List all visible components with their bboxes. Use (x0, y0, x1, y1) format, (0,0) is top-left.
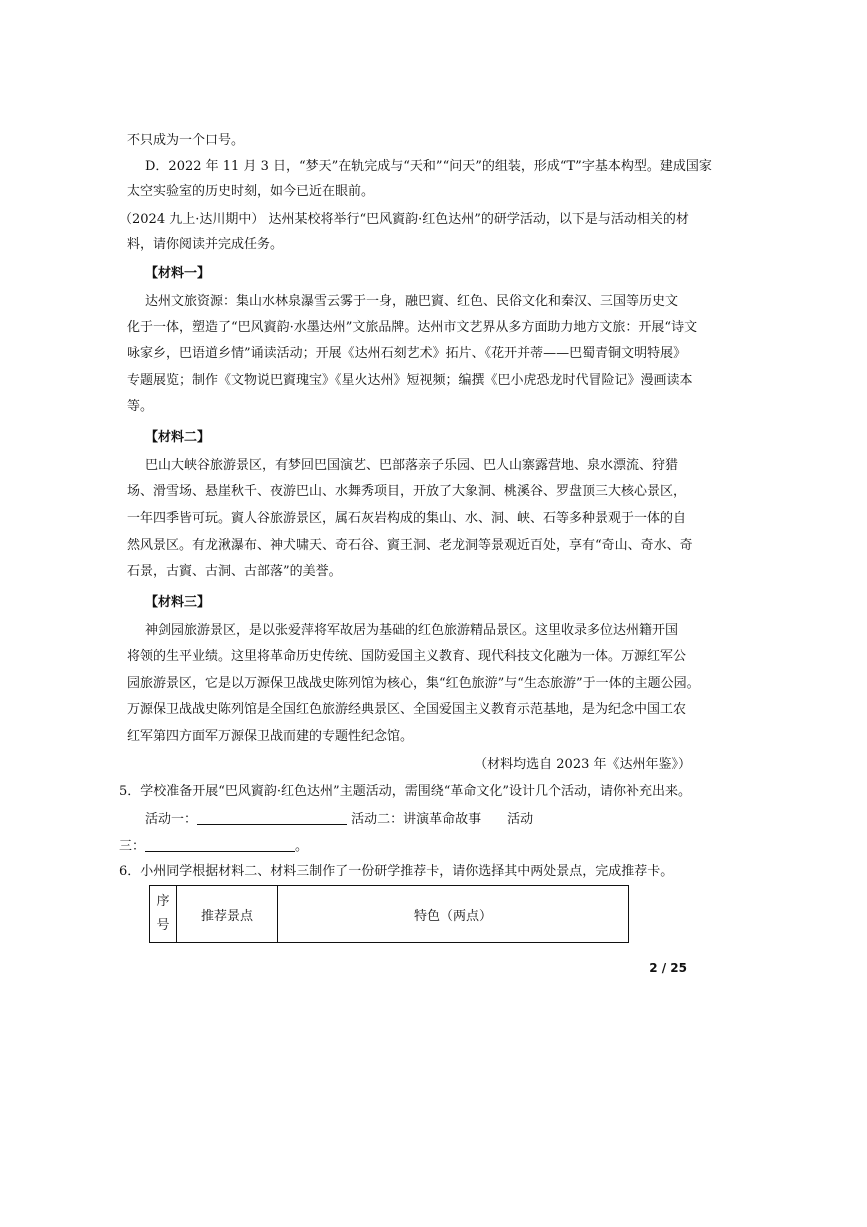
table-header-index: 序 号 (150, 886, 177, 943)
question-intro: （2024 九上·达川期中） 达州某校将举行“巴风賨韵·红色达州”的研学活动，以下是与活动相关的材 (119, 212, 689, 227)
material-1-text: 专题展览；制作《文物说巴賨瑰宝》《星火达州》短视频；编撰《巴小虎恐龙时代冒险记》漫画读本 (127, 373, 693, 388)
material-2-heading: 【材料二】 (145, 430, 211, 445)
question-5-activity-3 (119, 838, 679, 856)
material-1-text: 达州文旅资源：集山水林泉瀑雪云雾于一身，融巴賨、红色、民俗文化和秦汉、三国等历史文 (145, 294, 679, 309)
material-2-text: 一年四季皆可玩。賨人谷旅游景区，属石灰岩构成的集山、水、洞、峡、石等多种景观于一体的自 (127, 511, 687, 526)
activity-3-blank[interactable] (145, 838, 295, 852)
material-3-text: 将领的生平业绩。这里将革命历史传统、国防爱国主义教育、现代科技文化融为一体。万源红军公 (127, 649, 687, 664)
table-header-spot: 推荐景点 (177, 886, 278, 943)
page-number: 2 / 25 (649, 961, 687, 975)
recommendation-card-table (149, 885, 629, 943)
question-5: 5．学校准备开展“巴风賨韵·红色达州”主题活动，需围绕“革命文化”设计几个活动，请你补充出来。 (119, 784, 691, 799)
material-2-text: 场、滑雪场、悬崖秋千、夜游巴山、水舞秀项目，开放了大象洞、桃溪谷、罗盘顶三大核心景区， (127, 484, 687, 499)
material-2-text: 石景，古賨、古洞、古部落”的美誉。 (127, 564, 342, 579)
table-header-features: 特色（两点） (278, 886, 629, 943)
activity-1-blank[interactable] (197, 811, 347, 825)
text-line: 料，请你阅读并完成任务。 (127, 237, 284, 252)
material-2-text: 然风景区。有龙湫瀑布、神犬啸天、奇石谷、賨王洞、老龙洞等景观近百处，享有“奇山、奇水、奇 (127, 538, 693, 553)
activity-3-label: 三： (119, 839, 146, 854)
activity-2-text: 活动二：讲演革命故事 活动 (347, 812, 534, 827)
material-1-text: 化于一体，塑造了“巴风賨韵·水墨达州”文旅品牌。达州市文艺界从多方面助力地方文旅：开展“诗文 (127, 320, 698, 335)
text-line: 不只成为一个口号。 (127, 133, 245, 148)
activity-1-label: 活动一： (145, 812, 198, 827)
material-3-text: 红军第四方面军万源保卫战而建的专题性纪念馆。 (127, 729, 414, 744)
question-5-activities (145, 811, 705, 829)
text-line: 太空实验室的历史时刻，如今已近在眼前。 (127, 184, 375, 199)
material-3-text: 园旅游景区，它是以万源保卫战战史陈列馆为核心，集“红色旅游”与“生态旅游”于一体的主题公园。 (127, 676, 700, 691)
material-3-text: 神剑园旅游景区，是以张爱萍将军故居为基础的红色旅游精品景区。这里收录多位达州籍开国 (145, 623, 679, 638)
material-1-heading: 【材料一】 (145, 266, 211, 281)
material-3-heading: 【材料三】 (145, 595, 211, 610)
material-1-text: 等。 (127, 399, 154, 414)
source-note: （材料均选自 2023 年《达州年鉴》） (474, 757, 691, 772)
material-3-text: 万源保卫战战史陈列馆是全国红色旅游经典景区、全国爱国主义教育示范基地，是为纪念中国工农 (127, 702, 687, 717)
material-2-text: 巴山大峡谷旅游景区，有梦回巴国演艺、巴部落亲子乐园、巴人山寨露营地、泉水漂流、狩猎 (145, 458, 679, 473)
period: 。 (295, 839, 309, 854)
material-1-text: 咏家乡，巴语道乡情”诵读活动；开展《达州石刻艺术》拓片、《花开并蒂——巴蜀青铜文明特展》 (127, 346, 687, 361)
question-6: 6．小州同学根据材料二、材料三制作了一份研学推荐卡，请你选择其中两处景点，完成推荐卡。 (119, 864, 674, 879)
option-d-line: D．2022 年 11 月 3 日，“梦天”在轨完成与“天和”“问天”的组装，形成“T”字基本构型。建成国家 (145, 159, 712, 174)
